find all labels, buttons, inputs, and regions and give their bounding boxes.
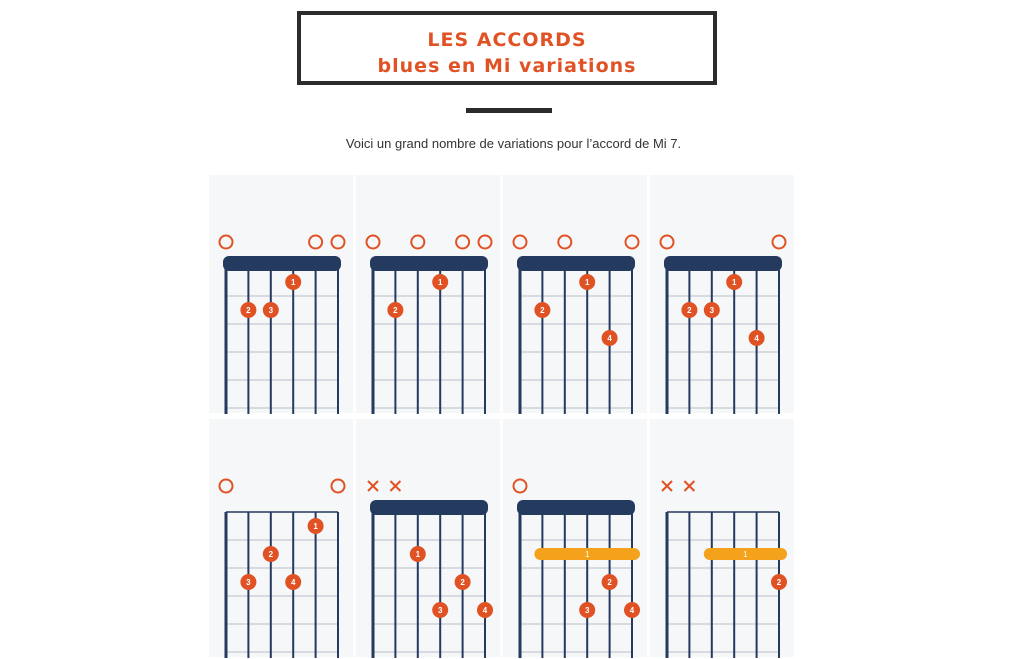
finger-number: 3	[246, 578, 251, 587]
finger-number: 1	[415, 550, 421, 559]
barre-finger-label: 1	[584, 550, 590, 559]
finger-number: 2	[607, 578, 612, 587]
finger-number: 2	[540, 306, 545, 315]
finger-number: 2	[393, 306, 398, 315]
fretboard-diagram	[648, 175, 796, 415]
title-box	[297, 11, 717, 85]
fretboard-diagram	[501, 175, 649, 415]
finger-number: 3	[584, 606, 590, 615]
chart-background	[503, 419, 647, 657]
finger-number: 1	[584, 278, 590, 287]
title-separator	[466, 108, 552, 113]
finger-number: 4	[482, 606, 488, 615]
nut	[370, 256, 488, 271]
finger-number: 2	[687, 306, 692, 315]
chart-background	[650, 419, 794, 657]
nut	[664, 256, 782, 271]
finger-number: 1	[290, 278, 296, 287]
finger-number: 4	[290, 578, 296, 587]
chart-background	[209, 419, 353, 657]
fretboard-diagram	[354, 419, 502, 659]
finger-number: 2	[246, 306, 251, 315]
finger-number: 1	[313, 522, 318, 531]
chord-chart-3	[648, 175, 796, 415]
fretboard-diagram	[501, 419, 649, 659]
chart-background	[356, 419, 500, 657]
finger-number: 2	[460, 578, 465, 587]
fretboard-diagram	[207, 175, 355, 415]
nut	[517, 256, 635, 271]
finger-number: 4	[754, 334, 759, 343]
nut	[517, 500, 635, 515]
finger-number: 3	[437, 606, 443, 615]
finger-number: 4	[629, 606, 635, 615]
title-line-2: blues en Mi variations	[377, 55, 637, 77]
finger-number: 4	[607, 334, 612, 343]
chart-background	[209, 175, 353, 413]
fretboard-diagram	[354, 175, 502, 415]
fretboard-diagram	[207, 419, 355, 659]
chord-chart-4	[207, 419, 355, 659]
chart-background	[650, 175, 794, 413]
finger-number: 2	[776, 578, 782, 587]
title-line-1: LES ACCORDS	[427, 29, 587, 51]
finger-number: 1	[731, 278, 737, 287]
fretboard-diagram	[648, 419, 796, 659]
chart-background	[356, 175, 500, 413]
finger-number: 1	[437, 278, 443, 287]
chord-chart-0	[207, 175, 355, 415]
chord-chart-1	[354, 175, 502, 415]
chord-chart-5	[354, 419, 502, 659]
nut	[223, 256, 341, 271]
finger-number: 3	[709, 306, 715, 315]
chord-chart-6	[501, 419, 649, 659]
intro-text: Voici un grand nombre de variations pour l’accord de Mi 7.	[345, 136, 682, 151]
finger-number: 3	[268, 306, 274, 315]
barre-finger-label: 1	[743, 550, 748, 559]
chart-background	[503, 175, 647, 413]
finger-number: 2	[268, 550, 274, 559]
nut	[370, 500, 488, 515]
chord-chart-7	[648, 419, 796, 659]
chord-chart-2	[501, 175, 649, 415]
